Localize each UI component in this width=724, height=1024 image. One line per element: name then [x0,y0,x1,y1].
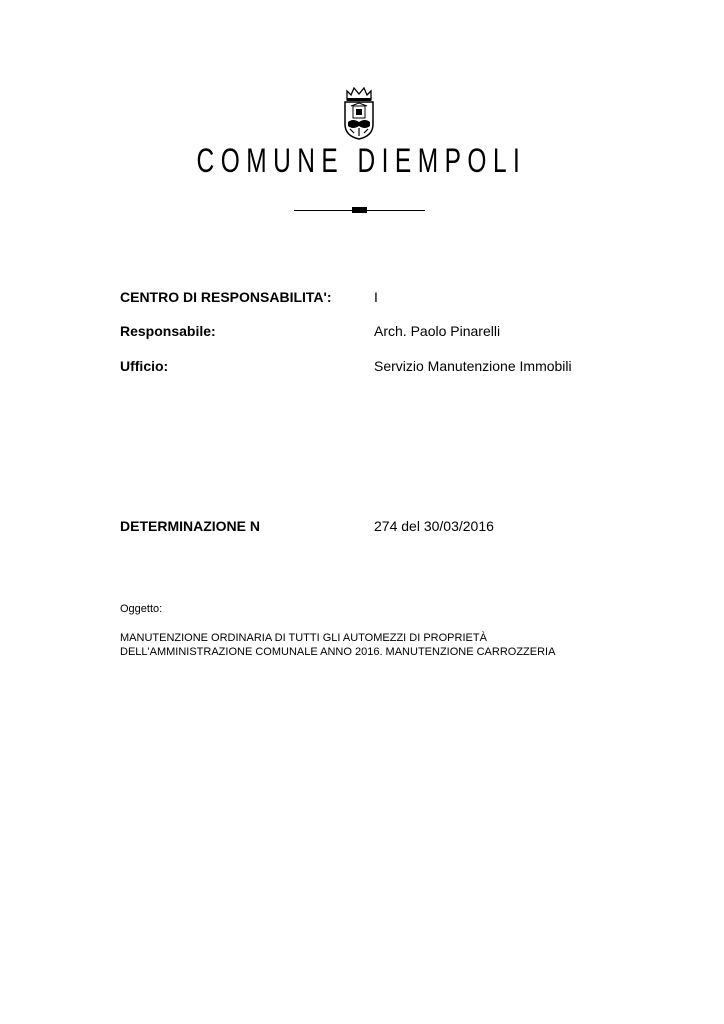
title-divider-mark [352,207,367,213]
field-value-ufficio: Servizio Manutenzione Immobili [374,358,572,374]
title-divider-left [294,210,352,211]
subject-line-1: MANUTENZIONE ORDINARIA DI TUTTI GLI AUTOMEZZI DI PROPRIETÀ [120,632,487,644]
subject-caption: Oggetto: [120,603,163,615]
determinazione-label: DETERMINAZIONE N [120,518,260,534]
field-label-ufficio: Ufficio: [120,358,169,374]
document-title: COMUNE DIEMPOLI [196,142,527,180]
subject-text [120,631,620,659]
field-label-centro: CENTRO DI RESPONSABILITA': [120,289,332,305]
field-value-centro: I [374,289,378,305]
determinazione-value: 274 del 30/03/2016 [374,518,494,534]
title-divider-right [367,210,425,211]
field-value-responsabile: Arch. Paolo Pinarelli [374,323,501,339]
subject-line-2: DELL'AMMINISTRAZIONE COMUNALE ANNO 2016. MANUTENZIONE CARROZZERIA [120,646,556,658]
municipal-crest-icon [341,86,377,140]
field-label-responsabile: Responsabile: [120,323,216,339]
